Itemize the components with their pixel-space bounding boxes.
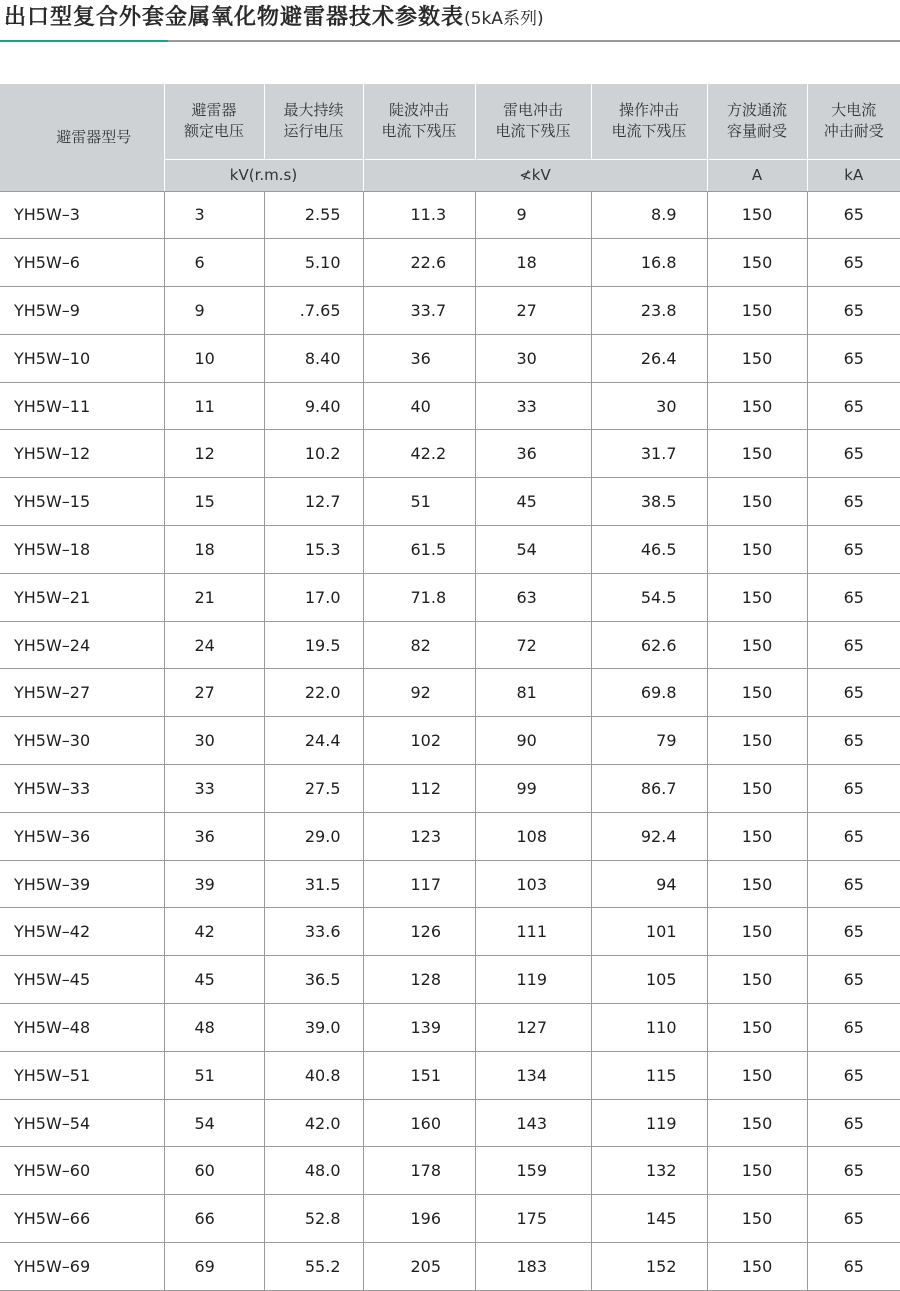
cell-switching-residual: 110	[591, 1004, 707, 1052]
header-steep	[363, 84, 475, 159]
cell-high-current: 65	[807, 860, 900, 908]
header-switching	[591, 84, 707, 159]
table-row	[0, 334, 900, 382]
cell-steep-residual: 117	[363, 860, 475, 908]
cell-high-current: 65	[807, 765, 900, 813]
cell-rated-voltage: 39	[164, 860, 264, 908]
cell-steep-residual: 61.5	[363, 526, 475, 574]
cell-mcov: 10.2	[264, 430, 363, 478]
cell-mcov: 48.0	[264, 1147, 363, 1195]
cell-mcov: 40.8	[264, 1051, 363, 1099]
cell-model: YH5W–30	[0, 717, 164, 765]
table-row	[0, 430, 900, 478]
cell-mcov: 17.0	[264, 573, 363, 621]
cell-rated-voltage: 9	[164, 287, 264, 335]
cell-mcov: 55.2	[264, 1243, 363, 1291]
unit-voltage: kV(r.m.s)	[164, 159, 363, 191]
cell-square-wave: 150	[707, 1099, 807, 1147]
header-model: 避雷器型号	[0, 84, 164, 191]
cell-mcov: 31.5	[264, 860, 363, 908]
cell-switching-residual: 38.5	[591, 478, 707, 526]
cell-switching-residual: 79	[591, 717, 707, 765]
cell-lightning-residual: 72	[475, 621, 591, 669]
cell-steep-residual: 128	[363, 956, 475, 1004]
cell-lightning-residual: 108	[475, 812, 591, 860]
table-row	[0, 1051, 900, 1099]
cell-rated-voltage: 36	[164, 812, 264, 860]
table-row	[0, 382, 900, 430]
cell-steep-residual: 139	[363, 1004, 475, 1052]
header-lightning	[475, 84, 591, 159]
header-high-l2: 冲击耐受	[823, 122, 884, 141]
cell-lightning-residual: 36	[475, 430, 591, 478]
table-row	[0, 287, 900, 335]
cell-high-current: 65	[807, 1147, 900, 1195]
table-body	[0, 191, 900, 1290]
cell-steep-residual: 82	[363, 621, 475, 669]
cell-lightning-residual: 90	[475, 717, 591, 765]
header-square-l1: 方波通流	[726, 101, 787, 120]
cell-square-wave: 150	[707, 669, 807, 717]
cell-high-current: 65	[807, 1099, 900, 1147]
table-row	[0, 239, 900, 287]
cell-mcov: 9.40	[264, 382, 363, 430]
cell-rated-voltage: 42	[164, 908, 264, 956]
cell-high-current: 65	[807, 526, 900, 574]
cell-rated-voltage: 48	[164, 1004, 264, 1052]
cell-model: YH5W–24	[0, 621, 164, 669]
cell-square-wave: 150	[707, 334, 807, 382]
cell-lightning-residual: 175	[475, 1195, 591, 1243]
table-row	[0, 1147, 900, 1195]
cell-model: YH5W–36	[0, 812, 164, 860]
cell-switching-residual: 69.8	[591, 669, 707, 717]
unit-residual: ≮kV	[363, 159, 707, 191]
cell-switching-residual: 101	[591, 908, 707, 956]
cell-model: YH5W–51	[0, 1051, 164, 1099]
cell-mcov: 29.0	[264, 812, 363, 860]
table-row	[0, 191, 900, 239]
cell-switching-residual: 86.7	[591, 765, 707, 813]
cell-mcov: 27.5	[264, 765, 363, 813]
cell-model: YH5W–42	[0, 908, 164, 956]
header-switching-l1: 操作冲击	[618, 101, 679, 120]
cell-high-current: 65	[807, 812, 900, 860]
cell-lightning-residual: 81	[475, 669, 591, 717]
cell-steep-residual: 36	[363, 334, 475, 382]
table-row	[0, 526, 900, 574]
cell-lightning-residual: 18	[475, 239, 591, 287]
page-title	[4, 4, 544, 33]
cell-square-wave: 150	[707, 717, 807, 765]
header-steep-l2: 电流下残压	[381, 122, 457, 141]
table-row	[0, 573, 900, 621]
cell-lightning-residual: 127	[475, 1004, 591, 1052]
cell-square-wave: 150	[707, 526, 807, 574]
cell-model: YH5W–48	[0, 1004, 164, 1052]
cell-model: YH5W–54	[0, 1099, 164, 1147]
cell-square-wave: 150	[707, 1004, 807, 1052]
cell-rated-voltage: 6	[164, 239, 264, 287]
cell-rated-voltage: 27	[164, 669, 264, 717]
cell-model: YH5W–39	[0, 860, 164, 908]
cell-square-wave: 150	[707, 621, 807, 669]
unit-square: A	[707, 159, 807, 191]
cell-lightning-residual: 119	[475, 956, 591, 1004]
cell-lightning-residual: 111	[475, 908, 591, 956]
cell-steep-residual: 102	[363, 717, 475, 765]
cell-high-current: 65	[807, 334, 900, 382]
cell-mcov: 24.4	[264, 717, 363, 765]
cell-high-current: 65	[807, 956, 900, 1004]
cell-switching-residual: 26.4	[591, 334, 707, 382]
cell-rated-voltage: 45	[164, 956, 264, 1004]
cell-rated-voltage: 30	[164, 717, 264, 765]
cell-steep-residual: 112	[363, 765, 475, 813]
cell-steep-residual: 42.2	[363, 430, 475, 478]
table-row	[0, 860, 900, 908]
cell-high-current: 65	[807, 430, 900, 478]
cell-switching-residual: 31.7	[591, 430, 707, 478]
cell-switching-residual: 16.8	[591, 239, 707, 287]
cell-switching-residual: 152	[591, 1243, 707, 1291]
cell-lightning-residual: 103	[475, 860, 591, 908]
cell-high-current: 65	[807, 621, 900, 669]
cell-model: YH5W–18	[0, 526, 164, 574]
cell-switching-residual: 94	[591, 860, 707, 908]
table-row	[0, 478, 900, 526]
cell-lightning-residual: 30	[475, 334, 591, 382]
table-row	[0, 956, 900, 1004]
cell-switching-residual: 132	[591, 1147, 707, 1195]
cell-rated-voltage: 51	[164, 1051, 264, 1099]
cell-rated-voltage: 54	[164, 1099, 264, 1147]
cell-model: YH5W–12	[0, 430, 164, 478]
unit-high: kA	[807, 159, 900, 191]
cell-lightning-residual: 183	[475, 1243, 591, 1291]
cell-rated-voltage: 3	[164, 191, 264, 239]
cell-model: YH5W–33	[0, 765, 164, 813]
cell-lightning-residual: 99	[475, 765, 591, 813]
title-accent-rule	[0, 40, 168, 42]
cell-mcov: 52.8	[264, 1195, 363, 1243]
header-rated	[164, 84, 264, 159]
cell-steep-residual: 51	[363, 478, 475, 526]
cell-square-wave: 150	[707, 478, 807, 526]
cell-square-wave: 150	[707, 382, 807, 430]
table-header	[0, 84, 900, 191]
cell-rated-voltage: 15	[164, 478, 264, 526]
cell-lightning-residual: 63	[475, 573, 591, 621]
cell-switching-residual: 115	[591, 1051, 707, 1099]
cell-mcov: 22.0	[264, 669, 363, 717]
cell-mcov: 19.5	[264, 621, 363, 669]
cell-square-wave: 150	[707, 860, 807, 908]
cell-model: YH5W–15	[0, 478, 164, 526]
cell-switching-residual: 46.5	[591, 526, 707, 574]
cell-steep-residual: 205	[363, 1243, 475, 1291]
cell-steep-residual: 196	[363, 1195, 475, 1243]
cell-steep-residual: 92	[363, 669, 475, 717]
cell-square-wave: 150	[707, 956, 807, 1004]
cell-square-wave: 150	[707, 430, 807, 478]
cell-lightning-residual: 159	[475, 1147, 591, 1195]
header-rated-l2: 额定电压	[183, 122, 244, 141]
cell-model: YH5W–9	[0, 287, 164, 335]
cell-high-current: 65	[807, 1195, 900, 1243]
cell-high-current: 65	[807, 478, 900, 526]
cell-high-current: 65	[807, 382, 900, 430]
cell-model: YH5W–10	[0, 334, 164, 382]
cell-model: YH5W–21	[0, 573, 164, 621]
cell-model: YH5W–27	[0, 669, 164, 717]
cell-rated-voltage: 12	[164, 430, 264, 478]
cell-rated-voltage: 10	[164, 334, 264, 382]
header-steep-l1: 陡波冲击	[388, 101, 449, 120]
cell-rated-voltage: 21	[164, 573, 264, 621]
cell-mcov: 39.0	[264, 1004, 363, 1052]
title-main: 出口型复合外套金属氧化物避雷器技术参数表	[4, 5, 465, 30]
table-row	[0, 717, 900, 765]
header-lightning-l1: 雷电冲击	[502, 101, 563, 120]
title-suffix: (5kA系列)	[464, 9, 544, 29]
cell-lightning-residual: 143	[475, 1099, 591, 1147]
header-rated-l1: 避雷器	[191, 101, 237, 120]
header-mcov-l2: 运行电压	[283, 122, 344, 141]
table-row	[0, 1004, 900, 1052]
table-row	[0, 1099, 900, 1147]
cell-steep-residual: 11.3	[363, 191, 475, 239]
cell-square-wave: 150	[707, 1243, 807, 1291]
cell-square-wave: 150	[707, 191, 807, 239]
cell-switching-residual: 92.4	[591, 812, 707, 860]
cell-mcov: 33.6	[264, 908, 363, 956]
header-row	[0, 84, 900, 159]
header-mcov-l1: 最大持续	[283, 101, 344, 120]
cell-square-wave: 150	[707, 908, 807, 956]
cell-rated-voltage: 69	[164, 1243, 264, 1291]
cell-high-current: 65	[807, 1051, 900, 1099]
cell-steep-residual: 123	[363, 812, 475, 860]
cell-lightning-residual: 54	[475, 526, 591, 574]
cell-model: YH5W–60	[0, 1147, 164, 1195]
cell-switching-residual: 119	[591, 1099, 707, 1147]
cell-mcov: 5.10	[264, 239, 363, 287]
cell-square-wave: 150	[707, 812, 807, 860]
cell-switching-residual: 105	[591, 956, 707, 1004]
header-high-l1: 大电流	[831, 101, 877, 120]
cell-steep-residual: 22.6	[363, 239, 475, 287]
header-lightning-l2: 电流下残压	[495, 122, 571, 141]
cell-steep-residual: 178	[363, 1147, 475, 1195]
header-square	[707, 84, 807, 159]
cell-mcov: .7.65	[264, 287, 363, 335]
cell-model: YH5W–11	[0, 382, 164, 430]
cell-model: YH5W–3	[0, 191, 164, 239]
cell-switching-residual: 62.6	[591, 621, 707, 669]
cell-model: YH5W–45	[0, 956, 164, 1004]
table-row	[0, 908, 900, 956]
cell-switching-residual: 30	[591, 382, 707, 430]
cell-mcov: 8.40	[264, 334, 363, 382]
cell-lightning-residual: 45	[475, 478, 591, 526]
cell-mcov: 42.0	[264, 1099, 363, 1147]
table-row	[0, 669, 900, 717]
cell-high-current: 65	[807, 573, 900, 621]
cell-lightning-residual: 134	[475, 1051, 591, 1099]
cell-rated-voltage: 18	[164, 526, 264, 574]
cell-high-current: 65	[807, 1243, 900, 1291]
header-mcov	[264, 84, 363, 159]
cell-steep-residual: 40	[363, 382, 475, 430]
cell-steep-residual: 71.8	[363, 573, 475, 621]
cell-lightning-residual: 33	[475, 382, 591, 430]
cell-square-wave: 150	[707, 765, 807, 813]
cell-mcov: 36.5	[264, 956, 363, 1004]
cell-model: YH5W–69	[0, 1243, 164, 1291]
cell-high-current: 65	[807, 717, 900, 765]
cell-high-current: 65	[807, 239, 900, 287]
cell-mcov: 12.7	[264, 478, 363, 526]
cell-switching-residual: 23.8	[591, 287, 707, 335]
cell-high-current: 65	[807, 191, 900, 239]
header-switching-l2: 电流下残压	[611, 122, 687, 141]
cell-steep-residual: 33.7	[363, 287, 475, 335]
title-bar	[0, 0, 900, 44]
cell-lightning-residual: 27	[475, 287, 591, 335]
cell-model: YH5W–66	[0, 1195, 164, 1243]
cell-steep-residual: 151	[363, 1051, 475, 1099]
cell-rated-voltage: 60	[164, 1147, 264, 1195]
spec-table	[0, 84, 900, 1291]
cell-mcov: 2.55	[264, 191, 363, 239]
cell-model: YH5W–6	[0, 239, 164, 287]
cell-switching-residual: 54.5	[591, 573, 707, 621]
cell-steep-residual: 126	[363, 908, 475, 956]
table-row	[0, 621, 900, 669]
cell-switching-residual: 145	[591, 1195, 707, 1243]
cell-square-wave: 150	[707, 239, 807, 287]
cell-rated-voltage: 11	[164, 382, 264, 430]
cell-high-current: 65	[807, 287, 900, 335]
cell-high-current: 65	[807, 1004, 900, 1052]
cell-steep-residual: 160	[363, 1099, 475, 1147]
cell-square-wave: 150	[707, 287, 807, 335]
header-high	[807, 84, 900, 159]
cell-high-current: 65	[807, 669, 900, 717]
title-rule	[168, 40, 900, 42]
cell-rated-voltage: 66	[164, 1195, 264, 1243]
cell-rated-voltage: 24	[164, 621, 264, 669]
cell-high-current: 65	[807, 908, 900, 956]
table-row	[0, 1243, 900, 1291]
cell-lightning-residual: 9	[475, 191, 591, 239]
table-row	[0, 1195, 900, 1243]
cell-square-wave: 150	[707, 1147, 807, 1195]
cell-rated-voltage: 33	[164, 765, 264, 813]
cell-square-wave: 150	[707, 573, 807, 621]
header-square-l2: 容量耐受	[726, 122, 787, 141]
cell-square-wave: 150	[707, 1051, 807, 1099]
cell-square-wave: 150	[707, 1195, 807, 1243]
table-row	[0, 812, 900, 860]
cell-mcov: 15.3	[264, 526, 363, 574]
table-row	[0, 765, 900, 813]
cell-switching-residual: 8.9	[591, 191, 707, 239]
